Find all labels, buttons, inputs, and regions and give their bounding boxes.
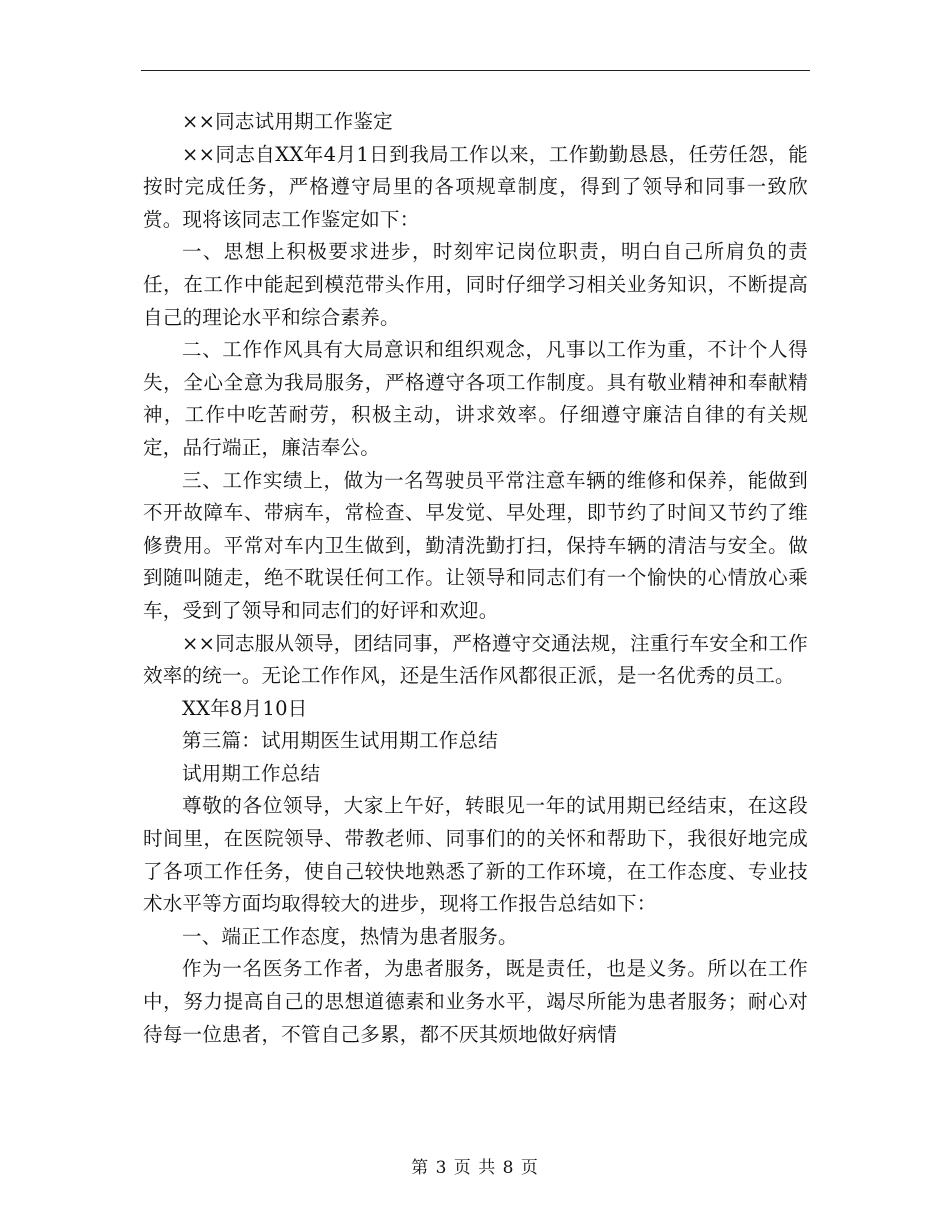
document-body	[143, 106, 808, 1051]
document-title: ××同志试用期工作鉴定	[182, 110, 393, 133]
paragraph-section-2: 二、工作作风具有大局意识和组织观念，凡事以工作为重，不计个人得失，全心全意为我局服务，严格遵守各项工作制度。具有敬业精神和奉献精神，工作中吃苦耐劳，积极主动，讲求效率。仔细遵守廉洁自律的有关规定，品行端正，廉洁奉公。	[143, 338, 808, 459]
paragraph-conclusion: ××同志服从领导，团结同事，严格遵守交通法规，注重行车安全和工作效率的统一。无论工作作风，还是生活作风都很正派，是一名优秀的员工。	[143, 631, 808, 688]
paragraph-service: 作为一名医务工作者，为患者服务，既是责任，也是义务。所以在工作中，努力提高自己的思想道德素和业务水平，竭尽所能为患者服务；耐心对待每一位患者，不管自己多累，都不厌其烦地做好病情	[143, 957, 808, 1046]
paragraph-intro: ××同志自XX年4月1日到我局工作以来，工作勤勤恳恳，任劳任怨，能按时完成任务，严格遵守局里的各项规章制度，得到了领导和同事一致欣赏。现将该同志工作鉴定如下：	[143, 142, 808, 231]
subheading-1: 一、端正工作态度，热情为患者服务。	[182, 924, 518, 948]
document-date: XX年8月10日	[182, 696, 308, 720]
chapter-heading: 第三篇：试用期医生试用期工作总结	[182, 729, 499, 753]
paragraph-section-1: 一、思想上积极要求进步，时刻牢记岗位职责，明白自己所肩负的责任，在工作中能起到模范带头作用，同时仔细学习相关业务知识，不断提高自己的理论水平和综合素养。	[143, 240, 808, 329]
paragraph-section-3: 三、工作实绩上，做为一名驾驶员平常注意车辆的维修和保养，能做到不开故障车、带病车，常检查、早发觉、早处理，即节约了时间又节约了维修费用。平常对车内卫生做到，勤清洗勤打扫，保持车辆的清洁与安全。做到随叫随走，绝不耽误任何工作。让领导和同志们有一个愉快的心情放心乘车，受到了领导和同志们的好评和欢迎。	[143, 468, 808, 622]
page-number-footer: 第 3 页 共 8 页	[411, 1158, 539, 1178]
section-title: 试用期工作总结	[182, 761, 321, 785]
paragraph-greeting: 尊敬的各位领导，大家上午好，转眼见一年的试用期已经结束，在这段时间里，在医院领导、带教老师、同事们的的关怀和帮助下，我很好地完成了各项工作任务，使自己较快地熟悉了新的工作环境，在工作态度、专业技术水平等方面均取得较大的进步，现将工作报告总结如下：	[143, 794, 808, 916]
header-rule	[141, 70, 810, 71]
